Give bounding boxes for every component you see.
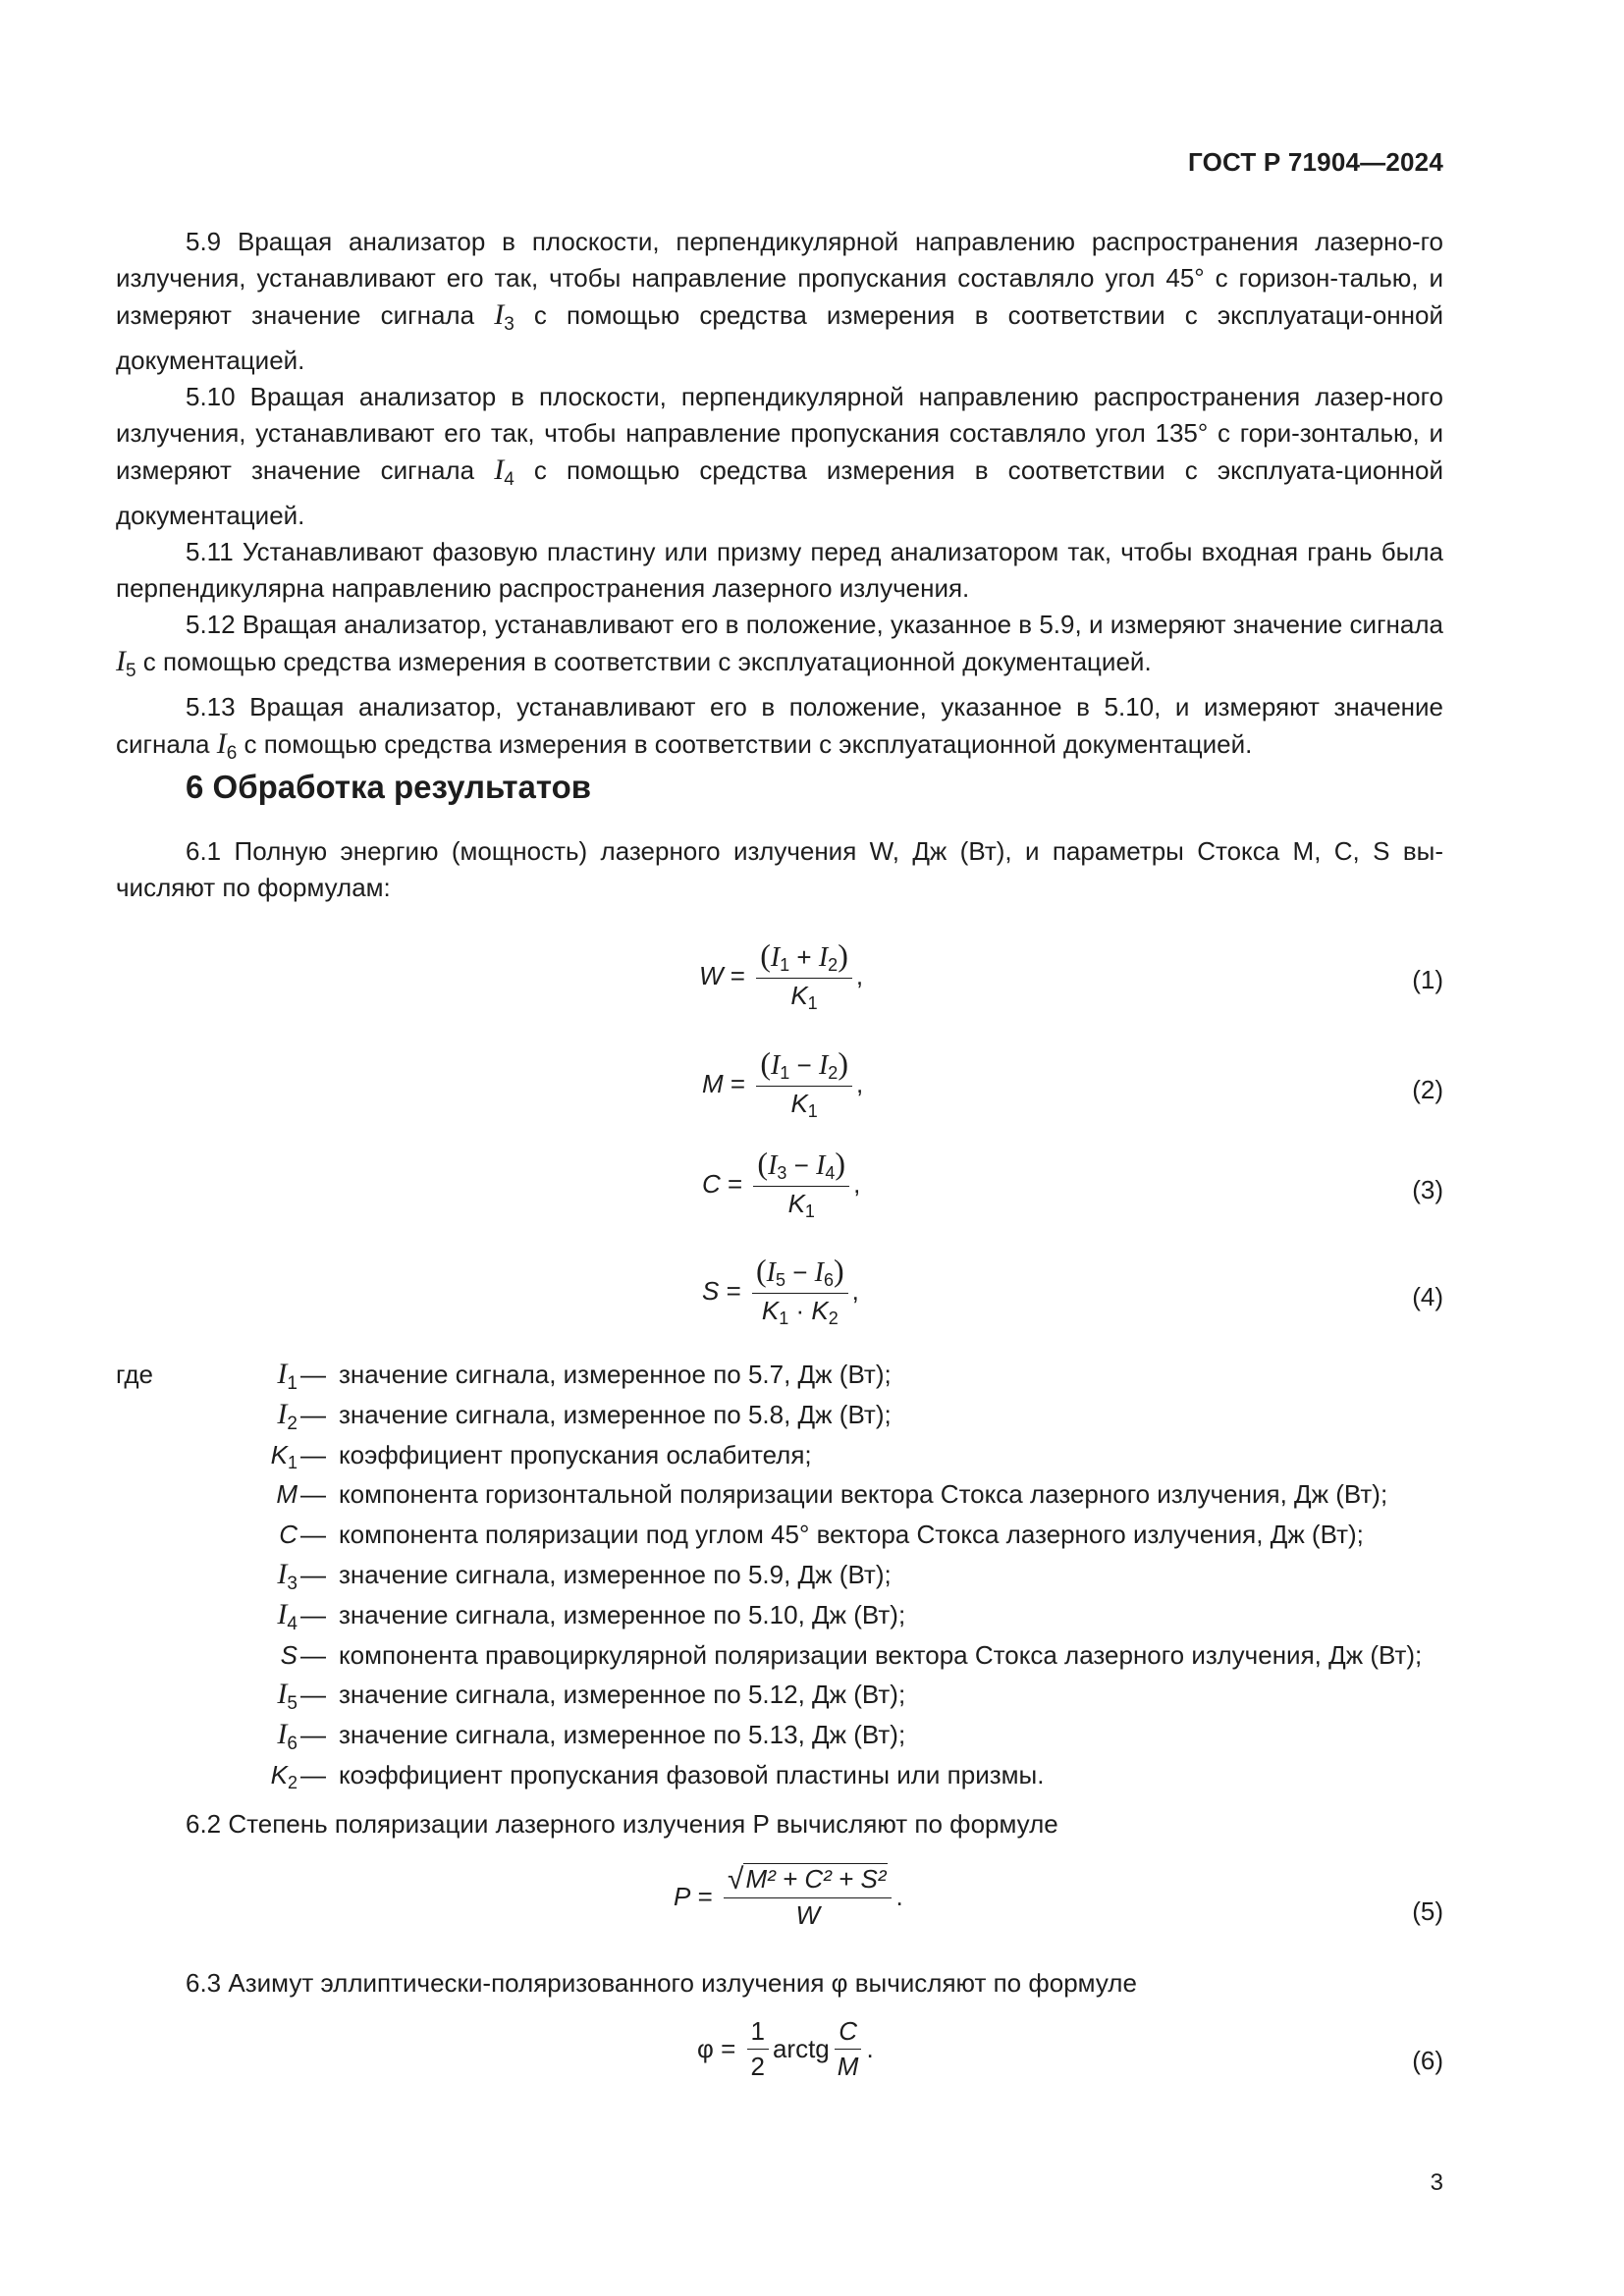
paragraph-5-9-text-b: с помощью средства измерения в соответствии с эксплуатаци-онной документацией.	[116, 300, 1444, 375]
paragraph-6-1: 6.1 Полную энергию (мощность) лазерного излучения W, Дж (Вт), и параметры Стокса M, C, S вы-числяют по формулам:	[116, 836, 1443, 902]
legend-symbol: $K_1$	[270, 1439, 298, 1472]
formula-1	[0, 937, 1624, 1016]
paragraph-5-12-text-a: 5.12 Вращая анализатор, устанавливают его в положение, указанное в 5.9, и измеряют значение сигнала	[186, 610, 1443, 639]
legend-symbol: $I_3$	[277, 1557, 298, 1594]
legend-row	[116, 1474, 1451, 1515]
legend-text: компонента правоциркулярной поляризации вектора Стокса лазерного излучения, Дж (Вт);	[339, 1639, 1423, 1670]
formula-5-number: (5)	[1412, 1896, 1443, 1926]
legend-text: компонента горизонтальной поляризации вектора Стокса лазерного излучения, Дж (Вт);	[339, 1479, 1388, 1510]
paragraph-5-13	[116, 689, 1443, 772]
paragraph-5-11: 5.11 Устанавливают фазовую пластину или призму перед анализатором так, чтобы входная грань была перпендикулярна направлению распространения лазерного излучения.	[116, 537, 1443, 603]
legend-row	[116, 1675, 1451, 1715]
formula-5-expression: P = √ M² + C² + S² W .	[674, 1863, 903, 1930]
formula-1-fraction: $\frac{(I_1 + I_2)}{K_1}$	[756, 937, 852, 1014]
legend-text: значение сигнала, измеренное по 5.12, Дж (Вт);	[339, 1680, 906, 1710]
paragraph-5-10-text-b: с помощью средства измерения в соответствии с эксплуата-ционной документацией.	[116, 455, 1444, 530]
legend-symbol: C	[279, 1520, 298, 1550]
legend-symbol: $I_2$	[277, 1397, 298, 1434]
paragraph-5-13-text-b: с помощью средства измерения в соответствии с эксплуатационной документацией.	[237, 729, 1253, 759]
paragraph-6-3-wrap	[116, 1965, 1443, 2002]
legend-symbol: $I_5$	[277, 1678, 298, 1715]
paragraph-6-2-wrap	[116, 1806, 1443, 1842]
formula-5-radicand: M² + C² + S²	[745, 1864, 887, 1894]
symbol-i3: $I_3$	[494, 298, 514, 335]
formula-3-expression: C = $\frac{(I_3 - I_4)}{K_1}$ ,	[702, 1146, 861, 1221]
legend-dash: —	[300, 1360, 326, 1389]
paragraph-5-12-text-b: с помощью средства измерения в соответствии с эксплуатационной документацией.	[135, 647, 1152, 676]
legend-text: значение сигнала, измеренное по 5.7, Дж (Вт);	[339, 1360, 892, 1389]
paragraph-5-9-text-a: 5.9 Вращая анализатор в плоскости, перпендикулярной направлению распространения лазерно-го излучения, устанавливают его так, чтобы направление пропускания составляло угол 45° с горизон-талью, и измеряют значение сигнала	[116, 227, 1443, 330]
formula-6	[0, 2016, 1624, 2095]
legend-dash: —	[300, 1520, 326, 1550]
formula-3-lhs: C	[702, 1168, 721, 1199]
formula-1-expression: W = $\frac{(I_1 + I_2)}{K_1}$ ,	[699, 937, 864, 1013]
paragraph-5-9	[116, 224, 1443, 379]
legend-dash: —	[300, 1479, 326, 1510]
legend-symbol: $I_1$	[277, 1358, 298, 1394]
legend-symbol: $I_6$	[277, 1718, 298, 1755]
formula-5-lhs: P	[674, 1882, 691, 1911]
page-number: 3	[1430, 2169, 1443, 2196]
legend-symbol: M	[276, 1479, 298, 1510]
legend-symbol: $I_4$	[277, 1597, 298, 1634]
formula-4-fraction: $\frac{(I_5 - I_6)}{K_1 \cdot K_2}$	[752, 1253, 848, 1329]
legend-text: значение сигнала, измеренное по 5.8, Дж (Вт);	[339, 1399, 892, 1429]
legend-symbol: S	[280, 1639, 298, 1670]
legend-row	[116, 1355, 1451, 1395]
legend-dash: —	[300, 1759, 326, 1789]
formula-6-function: arctg	[772, 2034, 830, 2063]
formula-3-number: (3)	[1412, 1175, 1443, 1204]
legend-row	[116, 1555, 1451, 1595]
formula-6-expression: φ = $\frac{1}{2}$ arctg $\frac{C}{M}$ .	[697, 2016, 874, 2081]
formula-2-expression: M = $\frac{(I_1 - I_2)}{K_1}$ ,	[702, 1045, 864, 1121]
formula-4-number: (4)	[1412, 1282, 1443, 1311]
legend-dash: —	[300, 1639, 326, 1670]
formula-2	[0, 1045, 1624, 1124]
formula-1-number: (1)	[1412, 965, 1443, 994]
formula-6-lhs: φ	[697, 2034, 714, 2063]
paragraph-5-12	[116, 607, 1443, 689]
formula-5-fraction: √ M² + C² + S² W	[724, 1863, 892, 1931]
legend-text: коэффициент пропускания ослабителя;	[339, 1439, 812, 1469]
symbol-i5: $I_5$	[116, 645, 136, 681]
paragraph-5-13-text-a: 5.13 Вращая анализатор, устанавливают его в положение, указанное в 5.10, и измеряют значение сигнала	[116, 692, 1443, 759]
symbol-i6: $I_6$	[216, 727, 238, 764]
formula-3	[0, 1146, 1624, 1224]
section-6-title: 6 Обработка результатов	[186, 769, 592, 805]
legend-dash: —	[300, 1680, 326, 1710]
legend-row	[116, 1435, 1451, 1475]
legend-row	[116, 1715, 1451, 1755]
document-code-header: ГОСТ Р 71904—2024	[1188, 147, 1443, 177]
legend-dash: —	[300, 1559, 326, 1589]
paragraph-5-10	[116, 379, 1443, 534]
formula-4-expression: S = $\frac{(I_5 - I_6)}{K_1 \cdot K_2}$ ,	[702, 1253, 859, 1328]
paragraph-6-1-wrap	[116, 833, 1443, 906]
symbol-i4: $I_4$	[494, 454, 514, 490]
legend-prefix: где	[116, 1360, 153, 1389]
formula-6-number: (6)	[1412, 2046, 1443, 2075]
formula-2-number: (2)	[1412, 1075, 1443, 1104]
formula-6-half: $\frac{1}{2}$	[747, 2016, 769, 2082]
section-5-paragraphs	[116, 224, 1443, 772]
legend-row	[116, 1395, 1451, 1435]
symbol-legend	[116, 1355, 1451, 1795]
legend-row	[116, 1635, 1451, 1676]
legend-text: значение сигнала, измеренное по 5.9, Дж (Вт);	[339, 1559, 892, 1589]
legend-row	[116, 1515, 1451, 1555]
legend-dash: —	[300, 1439, 326, 1469]
formula-6-fraction: $\frac{C}{M}$	[834, 2016, 863, 2082]
legend-row	[116, 1595, 1451, 1635]
legend-text: значение сигнала, измеренное по 5.13, Дж (Вт);	[339, 1720, 906, 1750]
formula-2-fraction: $\frac{(I_1 - I_2)}{K_1}$	[756, 1045, 852, 1122]
legend-text: компонента поляризации под углом 45° вектора Стокса лазерного излучения, Дж (Вт);	[339, 1520, 1364, 1550]
legend-dash: —	[300, 1399, 326, 1429]
legend-dash: —	[300, 1720, 326, 1750]
formula-4-lhs: S	[702, 1275, 720, 1306]
formula-5	[0, 1863, 1624, 1942]
paragraph-6-2: 6.2 Степень поляризации лазерного излучения P вычисляют по формуле	[186, 1809, 1058, 1839]
legend-row	[116, 1755, 1451, 1795]
paragraph-6-3: 6.3 Азимут эллиптически-поляризованного излучения φ вычисляют по формуле	[186, 1968, 1137, 1998]
formula-4	[0, 1253, 1624, 1331]
formula-3-fraction: $\frac{(I_3 - I_4)}{K_1}$	[753, 1146, 849, 1222]
legend-dash: —	[300, 1599, 326, 1629]
legend-text: значение сигнала, измеренное по 5.10, Дж (Вт);	[339, 1599, 906, 1629]
paragraph-5-10-text-a: 5.10 Вращая анализатор в плоскости, перпендикулярной направлению распространения лазер-ного излучения, устанавливают его так, чтобы направление пропускания составляло угол 135° с гори-зонталью, и измеряют значение сигнала	[116, 382, 1443, 485]
formula-1-lhs: W	[699, 960, 724, 990]
formula-2-lhs: M	[702, 1068, 724, 1098]
legend-symbol: $K_2$	[270, 1759, 298, 1792]
legend-text: коэффициент пропускания фазовой пластины или призмы.	[339, 1759, 1045, 1789]
